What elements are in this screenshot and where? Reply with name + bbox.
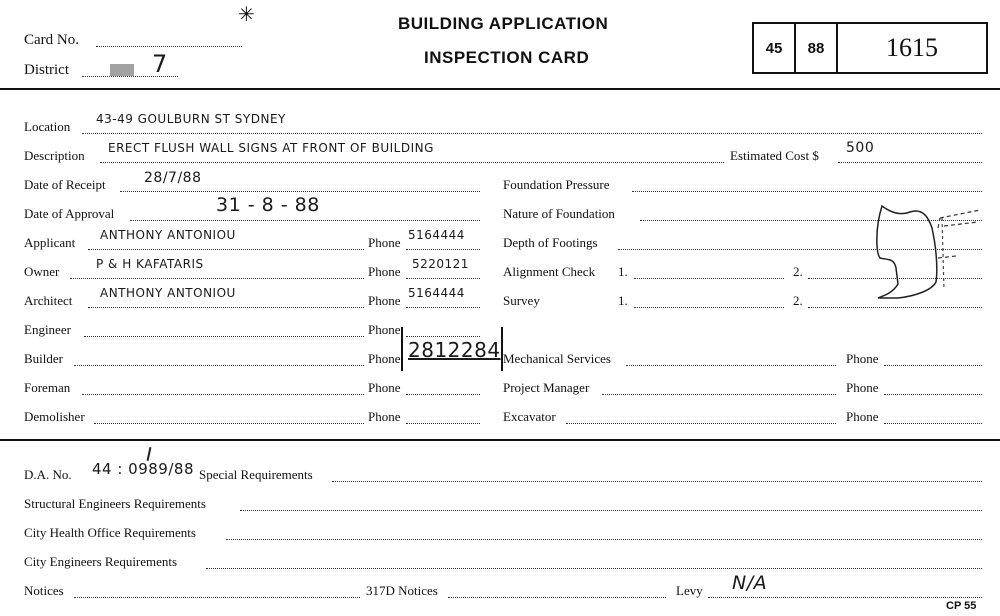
architect-phone-label: Phone	[368, 293, 401, 308]
architect-field[interactable]	[88, 307, 364, 308]
builder-field[interactable]	[74, 365, 364, 366]
mechanical-services-phone-field[interactable]	[884, 365, 982, 366]
survey-2-label: 2.	[793, 293, 803, 308]
asterisk-mark: ✳	[238, 4, 255, 26]
box-c: 1615	[886, 33, 938, 62]
divider-top	[0, 88, 1000, 90]
mechanical-services-label: Mechanical Services	[503, 351, 611, 366]
date-of-approval-field[interactable]	[130, 220, 480, 221]
owner-phone-value: 5220121	[412, 257, 469, 271]
depth-of-footings-label: Depth of Footings	[503, 235, 598, 250]
city-health-label: City Health Office Requirements	[24, 525, 196, 540]
district-label: District	[24, 62, 69, 78]
applicant-phone-field[interactable]	[406, 249, 480, 250]
survey-2-field[interactable]	[808, 307, 982, 308]
box-a: 45	[754, 24, 796, 72]
applicant-value: ANTHONY ANTONIOU	[100, 228, 236, 242]
architect-phone-field[interactable]	[406, 307, 480, 308]
owner-field[interactable]	[70, 278, 364, 279]
footing-sketch-drawing	[870, 198, 995, 306]
project-manager-phone-field[interactable]	[884, 394, 982, 395]
foreman-phone-field[interactable]	[406, 394, 480, 395]
demolisher-phone-field[interactable]	[406, 423, 480, 424]
da-no-value: 44 : 0989/88	[92, 460, 194, 478]
date-of-receipt-value: 28/7/88	[144, 170, 202, 186]
description-label: Description	[24, 148, 85, 163]
title-line-2: INSPECTION CARD	[424, 48, 590, 67]
date-of-receipt-field[interactable]	[120, 191, 480, 192]
notices-317d-field[interactable]	[448, 597, 666, 598]
architect-label: Architect	[24, 293, 73, 308]
da-no-label: D.A. No.	[24, 467, 72, 482]
location-value: 43-49 GOULBURN ST SYDNEY	[96, 112, 286, 126]
structural-engineers-field[interactable]	[240, 510, 982, 511]
special-requirements-label: Special Requirements	[199, 467, 313, 482]
owner-phone-field[interactable]	[406, 278, 480, 279]
scribble-mark	[110, 64, 134, 76]
project-manager-field[interactable]	[602, 394, 836, 395]
engineer-label: Engineer	[24, 322, 71, 337]
alignment-check-2-label: 2.	[793, 264, 803, 279]
survey-1-label: 1.	[618, 293, 628, 308]
estimated-cost-value: 500	[846, 140, 875, 156]
levy-label: Levy	[676, 583, 703, 598]
tick-mark	[147, 447, 152, 461]
applicant-label: Applicant	[24, 235, 76, 250]
levy-field[interactable]	[708, 597, 982, 598]
location-label: Location	[24, 119, 71, 134]
special-requirements-field[interactable]	[332, 481, 982, 482]
alignment-check-1-label: 1.	[618, 264, 628, 279]
card-no-field[interactable]	[96, 46, 242, 47]
foreman-field[interactable]	[82, 394, 364, 395]
mechanical-services-field[interactable]	[626, 365, 836, 366]
architect-value: ANTHONY ANTONIOU	[100, 286, 236, 300]
excavator-label: Excavator	[503, 409, 556, 424]
district-value: 7	[152, 50, 168, 78]
foundation-pressure-field[interactable]	[632, 191, 982, 192]
alignment-check-label: Alignment Check	[503, 264, 596, 279]
excavator-phone-field[interactable]	[884, 423, 982, 424]
architect-phone-value: 5164444	[408, 286, 465, 300]
notices-label: Notices	[24, 583, 64, 598]
demolisher-label: Demolisher	[24, 409, 85, 424]
builder-label: Builder	[24, 351, 63, 366]
location-field[interactable]	[82, 133, 982, 134]
demolisher-field[interactable]	[94, 423, 364, 424]
form-code: CP 55	[946, 600, 977, 612]
nature-of-foundation-label: Nature of Foundation	[503, 206, 615, 221]
estimated-cost-field[interactable]	[838, 162, 982, 163]
title-line-1: BUILDING APPLICATION	[398, 14, 609, 33]
divider-bottom	[0, 439, 1000, 441]
applicant-phone-label: Phone	[368, 235, 401, 250]
project-manager-phone-label: Phone	[846, 380, 879, 395]
structural-engineers-label: Structural Engineers Requirements	[24, 496, 206, 511]
description-field[interactable]	[100, 162, 724, 163]
levy-value: N/A	[732, 572, 768, 594]
excavator-phone-label: Phone	[846, 409, 879, 424]
engineer-field[interactable]	[84, 336, 364, 337]
builder-phone-label: Phone	[368, 351, 401, 366]
applicant-field[interactable]	[88, 249, 364, 250]
description-value: ERECT FLUSH WALL SIGNS AT FRONT OF BUILDING	[108, 141, 434, 155]
foundation-pressure-label: Foundation Pressure	[503, 177, 610, 192]
estimated-cost-label: Estimated Cost $	[730, 148, 819, 163]
city-engineers-field[interactable]	[206, 568, 982, 569]
owner-value: P & H KAFATARIS	[96, 257, 204, 271]
city-health-field[interactable]	[226, 539, 982, 540]
date-of-receipt-label: Date of Receipt	[24, 177, 106, 192]
excavator-field[interactable]	[566, 423, 836, 424]
applicant-phone-value: 5164444	[408, 228, 465, 242]
foreman-label: Foreman	[24, 380, 71, 395]
owner-label: Owner	[24, 264, 60, 279]
card-number-boxes	[752, 22, 988, 74]
date-of-approval-value: 31 - 8 - 88	[216, 194, 320, 216]
city-engineers-label: City Engineers Requirements	[24, 554, 178, 569]
engineer-phone-label: Phone	[368, 322, 401, 337]
box-b: 88	[796, 24, 838, 72]
owner-phone-label: Phone	[368, 264, 401, 279]
card-no-label: Card No.	[24, 32, 79, 48]
survey-label: Survey	[503, 293, 540, 308]
survey-1-field[interactable]	[634, 307, 784, 308]
notices-field[interactable]	[74, 597, 360, 598]
builder-phone-value: 2812284	[408, 338, 501, 362]
demolisher-phone-label: Phone	[368, 409, 401, 424]
project-manager-label: Project Manager	[503, 380, 590, 395]
foreman-phone-label: Phone	[368, 380, 401, 395]
date-of-approval-label: Date of Approval	[24, 206, 115, 221]
alignment-check-1-field[interactable]	[634, 278, 784, 279]
mechanical-services-phone-label: Phone	[846, 351, 879, 366]
notices-317d-label: 317D Notices	[366, 583, 438, 598]
